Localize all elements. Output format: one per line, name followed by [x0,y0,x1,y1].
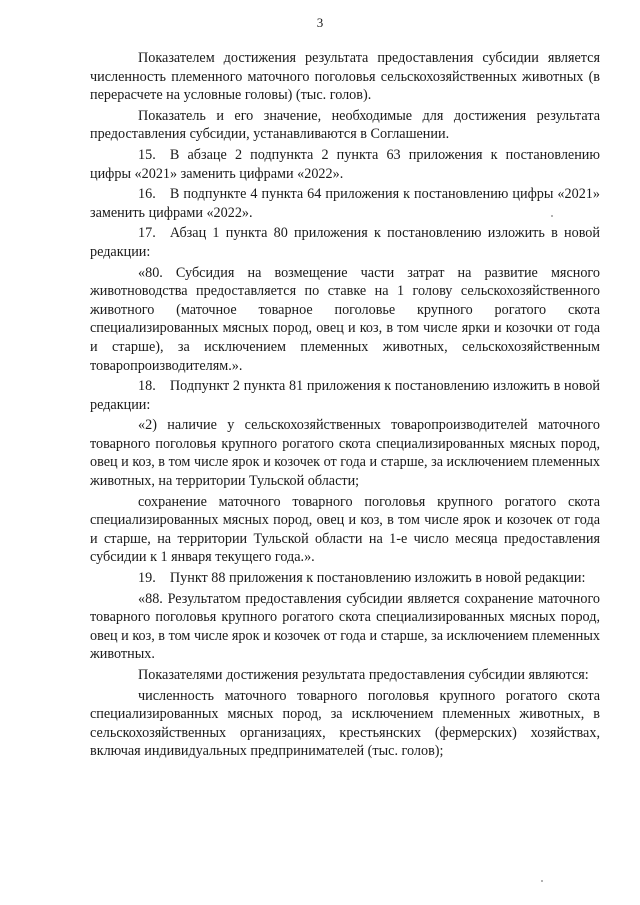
paragraph-item-15: 15. В абзаце 2 подпункта 2 пункта 63 приложения к постановлению цифры «2021» заменить цифрами «2022». [90,146,600,182]
paragraph-item-17: 17. Абзац 1 пункта 80 приложения к постановлению изложить в новой редакции: [90,225,600,260]
paragraph-indicators: Показателями достижения результата предоставления субсидии являются: [138,667,589,683]
page-number: 3 [316,15,324,30]
paragraph-livestock-count: численность маточного товарного поголовья крупного рогатого скота специализированных мясных пород, за исключением племенных животных, в сельскохозяйственных организациях, крестьянских (фермерских) хозяйствах, включая индивидуальных предпринимателей (тыс. голов); [90,687,600,760]
paragraph-item-18: 18. Подпункт 2 пункта 81 приложения к постановлению изложить в новой редакции: [90,378,600,413]
paragraph-subclause-2: «2) наличие у сельскохозяйственных товаропроизводителей маточного товарного поголовья крупного рогатого скота специализированных мясных пород, овец и коз, в том числе ярок и козочек от года и старше, за исключением племенных животных, на территории Тульской области; [90,417,600,490]
paragraph-item-19: 19. Пункт 88 приложения к постановлению изложить в новой редакции: [138,570,586,587]
paragraph-indicator: Показателем достижения результата предоставления субсидии является численность племенного маточного поголовья сельскохозяйственных животных (в перерасчете на условные головы) (тыс. голов). [90,50,600,104]
paragraph-clause-88: «88. Результатом предоставления субсидии является сохранение маточного товарного поголовья крупного рогатого скота специализированных мясных пород, овец и коз, в том числе ярок и козочек от года и старше, за исключением племенных животных. [90,590,600,663]
paragraph-indicator-value: Показатель и его значение, необходимые для достижения результата предоставления субсидии, устанавливаются в Соглашении. [90,107,600,143]
scan-speck [551,215,553,217]
document-body [90,49,600,763]
paragraph-clause-80: «80. Субсидия на возмещение части затрат на развитие мясного животноводства предоставляется по ставке на 1 голову сельскохозяйственного животного (маточное товарное поголовье крупного рогатого скота специализированных мясных пород, овец и коз, в том числе ярки и козочки от года и старше), за исключением племенных животных, сельскохозяйственным товаропроизводителям.». [90,264,600,374]
scan-speck [541,880,543,882]
paragraph-item-16: 16. В подпункте 4 пункта 64 приложения к постановлению цифры «2021» заменить цифрами «2022». [90,186,600,221]
paragraph-preservation: сохранение маточного товарного поголовья крупного рогатого скота специализированных мясных пород, овец и коз, в том числе ярок и козочек от года и старше, на территории Тульской области на 1-е число месяца предоставления субсидии к 1 января текущего года.». [90,493,600,566]
